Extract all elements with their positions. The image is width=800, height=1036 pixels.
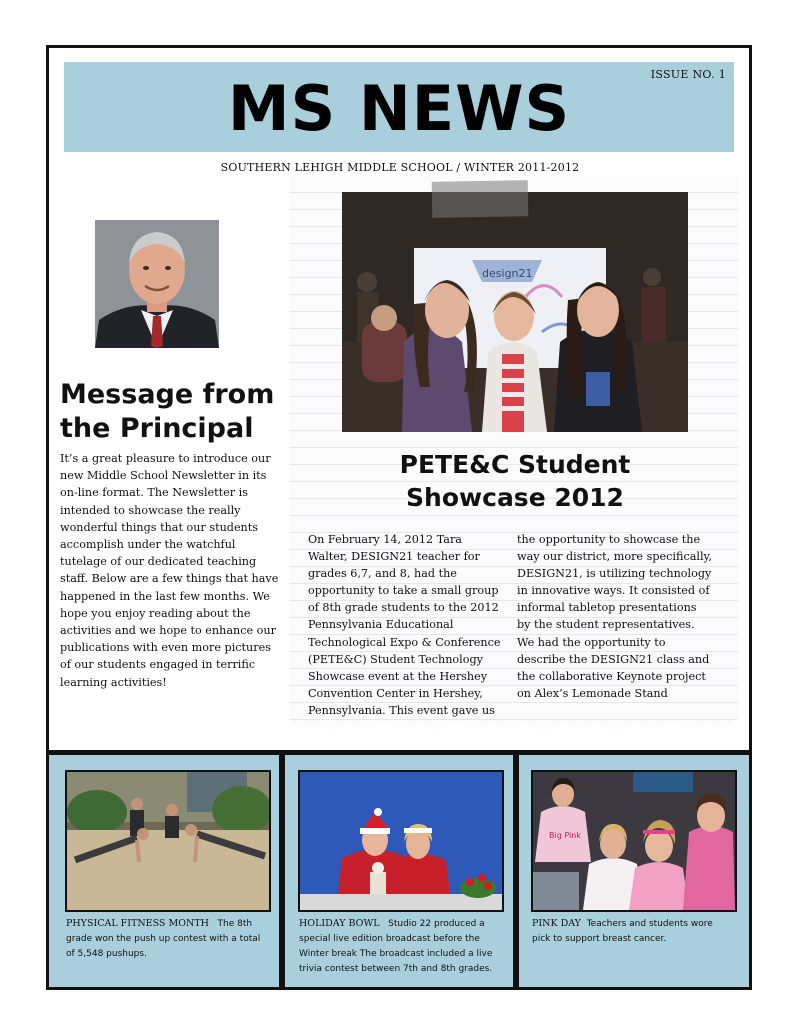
newsletter-title: MS NEWS [227,72,571,145]
masthead-banner [64,62,734,152]
tape-strip [432,180,529,218]
fitness-caption-text: The 8th grade won the push up contest with a total of 5,548 pushups. [66,919,261,959]
holiday-caption-lead: HOLIDAY BOWL [299,918,380,929]
pinkday-photo [531,770,737,912]
holiday-caption [299,916,499,977]
showcase-photo [342,192,688,432]
showcase-article: On February 14, 2012 Tara Walter, DESIGN21 teacher for grades 6,7, and 8, had the opportunity to take a small group of 8th grade students to the 2012 Pennsylvania Educational Technological Expo & Conference (PETE&C) Student Technology Showcase event at the Hershey Convention Center in Hershey, Pennsylvania. This event gave us the opportunity to showcase the way our district, more specifically, DESIGN21, is utilizing technology in innovative ways. It consisted of informal tabletop presentations by the student representatives. We had the opportunity to describe the DESIGN21 class and the collaborative Keynote project on Alex’s Lemonade Stand [308,533,712,717]
pinkday-caption-text: Teachers and students wore pick to support breast cancer. [532,919,713,944]
principal-photo [95,220,219,348]
pinkday-caption-lead: PINK DAY [532,918,581,929]
design21-sign: design21 [482,267,533,280]
issue-number: ISSUE NO. 1 [650,68,726,81]
pinkday-caption [532,916,732,947]
fitness-photo [65,770,271,912]
holiday-photo [298,770,504,912]
principal-heading: Message from the Principal [60,379,275,444]
shirt-text: Big Pink [549,831,581,840]
holiday-caption-text: Studio 22 produced a special live edition broadcast before the Winter break The broadcast included a live trivia contest between 7th and 8th grades. [299,919,493,974]
fitness-caption [66,916,266,962]
principal-message: It’s a great pleasure to introduce our new Middle School Newsletter in its on-line format. The Newsletter is intended to showcase the really wonderful things that our students accomplish under the watchful tutelage of our dedicated teaching staff. Below are a few things that have happened in the last few months. We hope you enjoy reading about the activities and we hope to enhance our publications with even more pictures of our students engaged in terrific learning activities! [60,452,279,689]
school-line: SOUTHERN LEHIGH MIDDLE SCHOOL / WINTER 2011-2012 [220,161,580,174]
showcase-heading: PETE&C Student Showcase 2012 [399,450,631,512]
fitness-caption-lead: PHYSICAL FITNESS MONTH [66,918,209,929]
